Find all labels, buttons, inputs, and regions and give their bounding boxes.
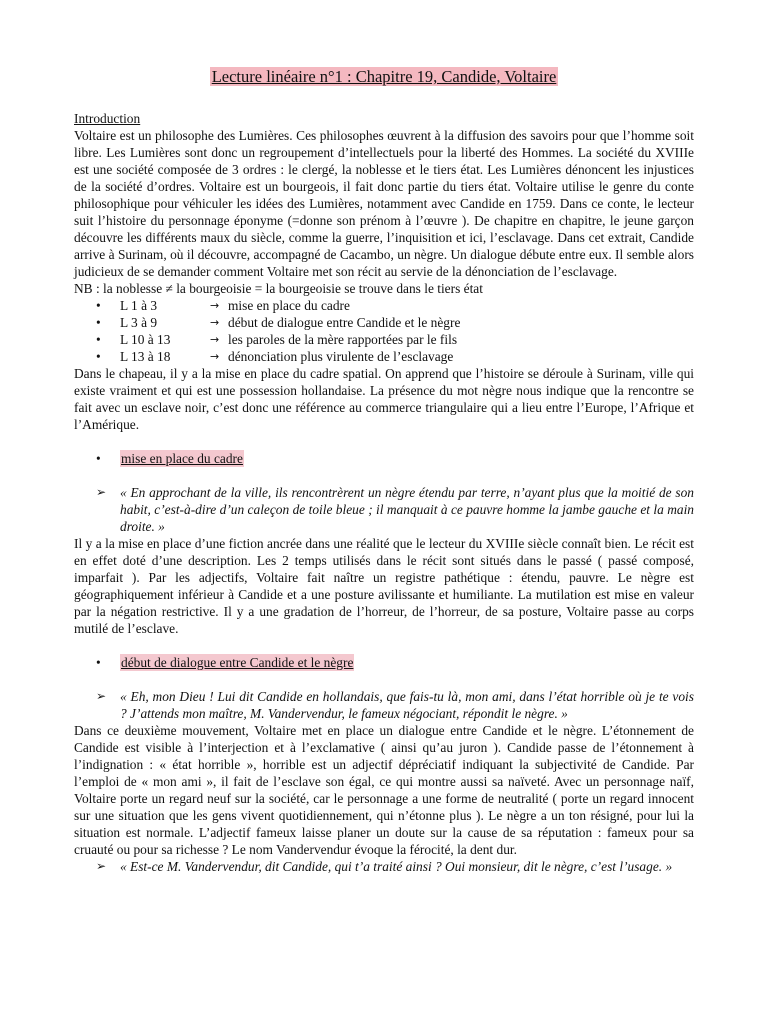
quote-text: « Est-ce M. Vandervendur, dit Candide, qui t’a traité ainsi ? Oui monsieur, dit le nègre, c’est l’usage. » [120, 859, 673, 874]
arrowhead-bullet-icon: ➢ [96, 485, 107, 499]
quote-text: « En approchant de la ville, ils rencontrèrent un nègre étendu par terre, n’ayant plus que la moitié de son habit, c’est-à-dire d’un caleçon de toile bleue ; il manquait à ce pauvre homme la jambe gauche et la main droite. » [120, 485, 694, 534]
plan-desc: dénonciation plus virulente de l’esclavage [228, 349, 454, 364]
context-paragraph: Dans le chapeau, il y a la mise en place du cadre spatial. On apprend que l’histoire se déroule à Surinam, ville qui existe vraiment et qui est une possession hollandaise. La présence du mot nègre nous indique que la rencontre se fait avec un esclave noir, c’est donc une référence au commerce triangulaire qui a lieu entre l’Europe, l’Afrique et l’Amérique. [74, 366, 694, 432]
quote-block [74, 858, 694, 875]
arrow-right-icon: → [210, 299, 220, 312]
section-label: mise en place du cadre [121, 451, 243, 466]
bullet-icon: • [96, 451, 101, 466]
intro-paragraph: Voltaire est un philosophe des Lumières. Ces philosophes œuvrent à la diffusion des savoirs pour que l’homme soit libre. Les Lumières sont donc un regroupement d’intellectuels pour la liberté des Hommes. La société du XVIIIe est une société composée de 3 ordres : le clergé, la noblesse et le tiers état. Les Lumières dénoncent les injustices de la société d’ordres. Voltaire est un bourgeois, il fait donc partie du tiers état. Voltaire utilise le genre du conte philosophique pour véhiculer les idées des Lumières, notamment avec Candide en 1759. Dans ce conte, le lecteur suit l’histoire du personnage éponyme (=donne son prénom à l’œuvre ). De chapitre en chapitre, le jeune garçon découvre les différents maux du siècle, comme la guerre, l’inquisition et ici, l’esclavage. Dans cet extrait, Candide arrive à Surinam, où il découvre, accompagné de Cacambo, un nègre. Un dialogue débute entre eux. Il semble alors judicieux de se demander comment Voltaire met son récit au servie de la dénonciation de l’esclavage. [74, 128, 694, 279]
section-heading [74, 450, 694, 467]
bullet-icon: • [96, 332, 101, 347]
line-ref: L 13 à 18 [120, 349, 171, 364]
section-heading [74, 654, 694, 671]
plan-desc: les paroles de la mère rapportées par le fils [228, 332, 458, 347]
nb-note: NB : la noblesse ≠ la bourgeoisie = la bourgeoisie se trouve dans le tiers état [74, 281, 483, 296]
arrow-right-icon: → [210, 316, 220, 329]
quote-text: « Eh, mon Dieu ! Lui dit Candide en hollandais, que fais-tu là, mon ami, dans l’état horrible où je te vois ? J’attends mon maître, M. Vandervendur, le fameux négociant, répondit le nègre. » [120, 689, 694, 721]
plan-desc: mise en place du cadre [228, 298, 350, 313]
plan-item [74, 348, 694, 365]
document-page [74, 66, 694, 875]
line-ref: L 3 à 9 [120, 315, 158, 330]
title-text: Lecture linéaire n°1 : Chapitre 19, Candide, Voltaire [211, 67, 557, 86]
plan-list [74, 297, 694, 365]
arrow-right-icon: → [210, 333, 220, 346]
intro-heading: Introduction [74, 111, 141, 126]
line-ref: L 10 à 13 [120, 332, 171, 347]
arrowhead-bullet-icon: ➢ [96, 689, 107, 703]
bullet-icon: • [96, 298, 101, 313]
bullet-icon: • [96, 315, 101, 330]
bullet-icon: • [96, 655, 101, 670]
section-label: début de dialogue entre Candide et le nègre [121, 655, 354, 670]
plan-item [74, 331, 694, 348]
quote-block [74, 688, 694, 722]
analysis-paragraph: Dans ce deuxième mouvement, Voltaire met en place un dialogue entre Candide et le nègre. L’étonnement de Candide est visible à l’interjection et à l’exclamative ( ainsi qu’au juron ). Candide passe de l’étonnement à l’indignation : « état horrible », horrible est un adjectif dépréciatif indiquant la subjectivité de Candide. Par l’emploi de « mon ami », il fait de l’esclave son égal, ce qui montre aussi sa naïveté. Avec un personnage naïf, Voltaire porte un regard neuf sur la société, car le personnage a une forme de neutralité ( porte un regard innocent sur une situation que les gens vivent quotidiennement, qui n’étonne plus ). Le nègre a un ton résigné, pour lui la situation est normale. L’adjectif fameux laisse planer un doute sur la cause de sa réputation : fameux pour sa cruauté ou pour sa richesse ? Le nom Vandervendur évoque la férocité, la dent dur. [74, 723, 694, 857]
line-ref: L 1 à 3 [120, 298, 158, 313]
plan-item [74, 297, 694, 314]
analysis-paragraph: Il y a la mise en place d’une fiction ancrée dans une réalité que le lecteur du XVIIIe siècle connaît bien. Le récit est en effet doté d’une description. Les 2 temps utilisés dans le récit sont situés dans le passé ( passé composé, imparfait ). Par les adjectifs, Voltaire fait naître un registre pathétique : étendu, pauvre. Le nègre est géographiquement inférieur à Candide et a une posture avilissante et humiliante. La mutilation est mise en valeur par la négation restrictive. Il y a une gradation de l’horreur, de l’horreur, de sa posture, Voltaire passe au corps mutilé de l’esclave. [74, 536, 694, 636]
quote-block [74, 484, 694, 535]
arrowhead-bullet-icon: ➢ [96, 859, 107, 873]
plan-item [74, 314, 694, 331]
bullet-icon: • [96, 349, 101, 364]
arrow-right-icon: → [210, 350, 220, 363]
plan-desc: début de dialogue entre Candide et le nègre [228, 315, 461, 330]
page-title [74, 66, 694, 88]
